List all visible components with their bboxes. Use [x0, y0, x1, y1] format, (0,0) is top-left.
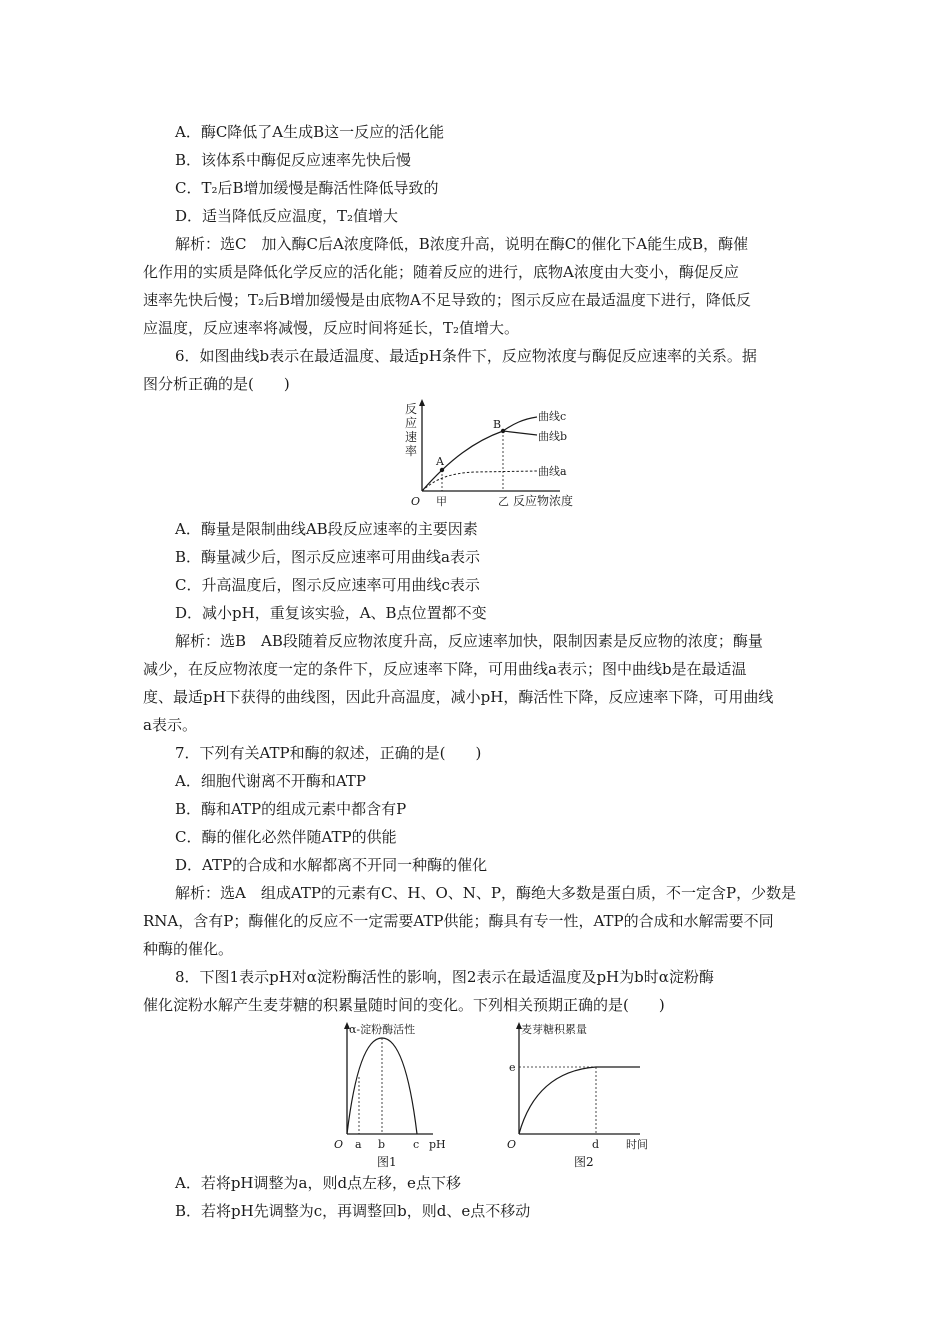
q5-option-c: C．T₂后B增加缓慢是酶活性降低导致的	[175, 179, 439, 197]
q7-option-d: D．ATP的合成和水解都离不开同一种酶的催化	[175, 856, 488, 874]
q6-option-d: D．减小pH，重复该实验，A、B点位置都不变	[175, 604, 487, 622]
q7-option-a: A．细胞代谢离不开酶和ATP	[175, 772, 366, 790]
x-mark-yi: 乙	[498, 495, 509, 508]
q7-analysis-line: RNA，含有P；酶催化的反应不一定需要ATP供能；酶具有专一性，ATP的合成和水解需要不同	[143, 912, 774, 930]
q7-analysis-line: 解析：选A 组成ATP的元素有C、H、O、N、P，酶绝大多数是蛋白质，不一定含P，少数是	[175, 884, 797, 902]
q5-analysis-line: 速率先快后慢；T₂后B增加缓慢是由底物A不足导致的；图示反应在最适温度下进行，降低反	[143, 291, 751, 309]
point-b-label: B	[493, 418, 502, 431]
curve-b	[503, 431, 537, 435]
fig1-caption: 图1	[377, 1155, 397, 1169]
tick-b: b	[378, 1138, 386, 1151]
origin-label: O	[334, 1138, 344, 1151]
maltose-curve	[519, 1067, 640, 1134]
q6-figure	[395, 397, 595, 515]
q5-option-b: B．该体系中酶促反应速率先快后慢	[175, 151, 412, 169]
q6-stem-line: 图分析正确的是( )	[143, 375, 290, 393]
q6-ylabel-1: 反	[405, 402, 418, 416]
q8-option-a: A．若将pH调整为a，则d点左移，e点下移	[175, 1174, 461, 1192]
q6-ylabel-3: 速	[405, 430, 418, 444]
q6-analysis-line: a表示。	[143, 716, 197, 734]
point-a-label: A	[436, 455, 444, 468]
curve-c-label: 曲线c	[538, 410, 567, 423]
q6-stem-line: 6．如图曲线b表示在最适温度、最适pH条件下，反应物浓度与酶促反应速率的关系。据	[175, 347, 757, 365]
q6-option-a: A．酶量是限制曲线AB段反应速率的主要因素	[175, 520, 478, 538]
tick-a: a	[355, 1138, 362, 1151]
q6-analysis-line: 解析：选B AB段随着反应物浓度升高，反应速率加快，限制因素是反应物的浓度；酶量	[175, 632, 763, 650]
fig2-caption: 图2	[574, 1155, 594, 1169]
q6-ylabel-2: 应	[405, 416, 418, 430]
q8-figure-1	[325, 1018, 455, 1170]
q8-figure-2	[500, 1018, 665, 1170]
point-a	[440, 468, 444, 472]
xmark-d: d	[592, 1138, 600, 1151]
q6-option-b: B．酶量减少后，图示反应速率可用曲线a表示	[175, 548, 480, 566]
fig1-xlabel: pH	[429, 1138, 446, 1151]
y-axis-arrow	[419, 399, 425, 406]
origin-label: O	[411, 495, 421, 508]
q5-analysis-line: 解析：选C 加入酶C后A浓度降低，B浓度升高，说明在酶C的催化下A能生成B，酶催	[175, 235, 749, 253]
q5-option-d: D．适当降低反应温度，T₂值增大	[175, 207, 399, 225]
q7-analysis-line: 种酶的催化。	[143, 940, 234, 958]
q7-option-b: B．酶和ATP的组成元素中都含有P	[175, 800, 407, 818]
curve-b-label: 曲线b	[538, 430, 568, 443]
q7-stem: 7．下列有关ATP和酶的叙述，正确的是( )	[175, 744, 482, 762]
q6-analysis-line: 减少，在反应物浓度一定的条件下，反应速率下降，可用曲线a表示；图中曲线b是在最适温	[143, 660, 747, 678]
x-mark-jia: 甲	[436, 495, 447, 508]
curve-a	[422, 471, 537, 491]
q8-stem-line: 8．下图1表示pH对α淀粉酶活性的影响，图2表示在最适温度及pH为b时α淀粉酶	[175, 968, 714, 986]
q8-option-b: B．若将pH先调整为c，再调整回b，则d、e点不移动	[175, 1202, 531, 1220]
fig2-xlabel: 时间	[626, 1138, 648, 1151]
q5-option-a: A．酶C降低了A生成B这一反应的活化能	[175, 123, 445, 141]
origin-label: O	[507, 1138, 517, 1151]
curve-c	[422, 417, 537, 491]
tick-c: c	[413, 1138, 420, 1151]
ymark-e: e	[509, 1061, 516, 1074]
q6-ylabel-4: 率	[405, 444, 418, 458]
fig1-ylabel: α-淀粉酶活性	[349, 1023, 416, 1036]
q6-analysis-line: 度、最适pH下获得的曲线图，因此升高温度，减小pH，酶活性下降，反应速率下降，可用曲线	[143, 688, 774, 706]
q5-analysis-line: 化作用的实质是降低化学反应的活化能；随着反应的进行，底物A浓度由大变小，酶促反应	[143, 263, 739, 281]
q6-option-c: C．升高温度后，图示反应速率可用曲线c表示	[175, 576, 480, 594]
fig2-ylabel: 麦芽糖积累量	[521, 1023, 587, 1036]
q7-option-c: C．酶的催化必然伴随ATP的供能	[175, 828, 397, 846]
q8-stem-line: 催化淀粉水解产生麦芽糖的积累量随时间的变化。下列相关预期正确的是( )	[143, 996, 665, 1014]
q5-analysis-line: 应温度，反应速率将减慢，反应时间将延长，T₂值增大。	[143, 319, 520, 337]
curve-a-label: 曲线a	[538, 465, 567, 478]
point-b	[501, 429, 505, 433]
q6-xlabel: 反应物浓度	[513, 494, 574, 508]
